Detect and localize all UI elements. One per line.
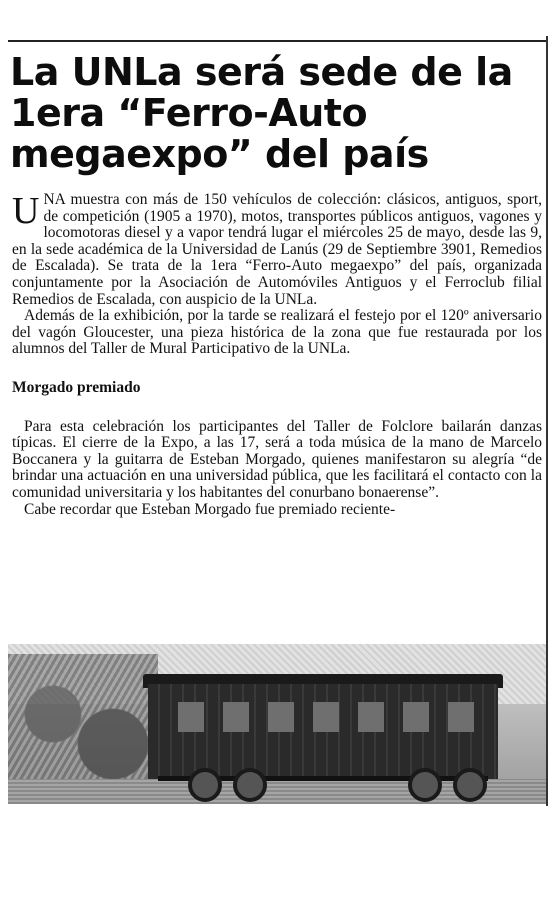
top-rule bbox=[8, 40, 546, 42]
column-rule bbox=[546, 36, 548, 806]
wagon-window bbox=[178, 702, 204, 732]
wagon-wheel bbox=[188, 768, 222, 802]
article-body bbox=[12, 192, 542, 518]
wagon-wheel bbox=[408, 768, 442, 802]
wagon-window bbox=[223, 702, 249, 732]
wagon-window bbox=[448, 702, 474, 732]
paragraph-1-text: NA muestra con más de 150 vehículos de colección: clásicos, antiguos, sport, de competición (1905 a 1970), motos, transportes públicos antiguos, vagones y locomotoras diesel y a vapor tendrá lugar el miércoles 25 de mayo, desde las 9, en la sede académica de la Universidad de Lanús (29 de Septiembre 3901, Remedios de Escalada). Se trata de la 1era “Ferro-Auto megaexpo” del país, organizada conjuntamente por la Asociación de Automóviles Antiguos y el Ferroclub filial Remedios de Escalada, con auspicio de la UNLa. bbox=[12, 191, 542, 308]
wagon-wheel bbox=[233, 768, 267, 802]
paragraph-1 bbox=[12, 192, 542, 308]
headline: La UNLa será sede de la 1era “Ferro-Auto megaexpo” del país bbox=[10, 50, 513, 176]
wagon-window bbox=[403, 702, 429, 732]
wagon-photo bbox=[8, 644, 546, 804]
paragraph-2: Además de la exhibición, por la tarde se realizará el festejo por el 120º aniversario del vagón Gloucester, una pieza histórica de la zona que fue restaurada por los alumnos del Taller de Mural Participativo de la UNLa. bbox=[12, 307, 542, 358]
wagon-window bbox=[268, 702, 294, 732]
paragraph-4: Cabe recordar que Esteban Morgado fue premiado reciente- bbox=[24, 500, 396, 518]
wagon-wheel bbox=[453, 768, 487, 802]
subhead: Morgado premiado bbox=[12, 378, 141, 396]
wagon-window bbox=[358, 702, 384, 732]
wagon-window bbox=[313, 702, 339, 732]
drop-cap: U bbox=[12, 190, 40, 232]
paragraph-3: Para esta celebración los participantes del Taller de Folclore bailarán danzas típicas. El cierre de la Expo, a las 17, será a toda música de la mano de Marcelo Boccanera y la guitarra de Esteban Morgado, quienes manifestaron su alegría “de brindar una actuación en una universidad pública, que les facilitará el contacto con la comunidad universitaria y los habitantes del conurbano bonaerense”. bbox=[12, 417, 542, 501]
